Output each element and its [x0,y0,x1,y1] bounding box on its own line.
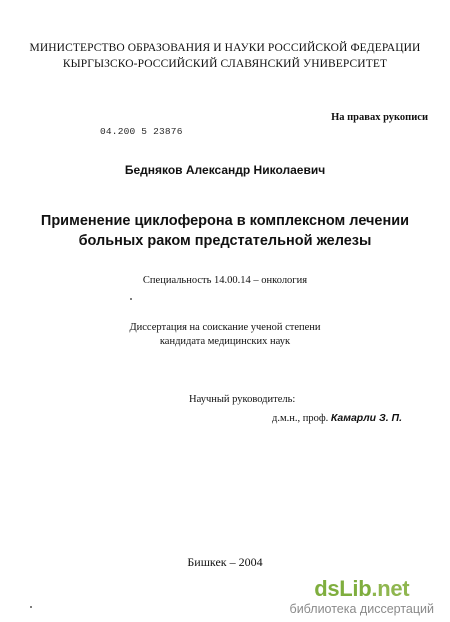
supervisor-line [272,412,402,424]
author-name: Бедняков Александр Николаевич [124,163,326,177]
thesis-title-line-2: больных раком предстательной железы [78,233,372,249]
dslib-logo [290,578,434,600]
scan-speck [30,606,32,608]
city-year: Бишкек – 2004 [187,555,263,569]
specialty: Специальность 14.00.14 – онкология [142,275,308,286]
ministry-line-2: КЫРГЫЗСКО-РОССИЙСКИЙ СЛАВЯНСКИЙ УНИВЕРСИТЕТ [62,58,388,70]
watermark-logo[interactable] [290,578,434,616]
watermark-subtitle: библиотека диссертаций [289,602,434,616]
scan-speck [130,298,132,300]
thesis-title-line-1: Применение циклоферона в комплексном лечении [40,213,410,229]
thesis-degree-line-1: Диссертация на соискание ученой степени [129,322,321,333]
logo-suffix: .net [371,576,410,601]
supervisor-degree: д.м.н., проф. [272,413,329,424]
supervisor-name: Камарли З. П. [330,412,402,424]
supervisor-label: Научный руководитель: [189,394,296,405]
logo-main: dsLib [314,576,372,601]
thesis-degree-line-2: кандидата медицинских наук [159,336,291,347]
rights-note: На правах рукописи [331,112,428,123]
ministry-line-1: МИНИСТЕРСТВО ОБРАЗОВАНИЯ И НАУКИ РОССИЙСКОЙ ФЕДЕРАЦИИ [29,42,421,54]
library-stamp-number: 04.200 5 23876 [100,126,183,137]
